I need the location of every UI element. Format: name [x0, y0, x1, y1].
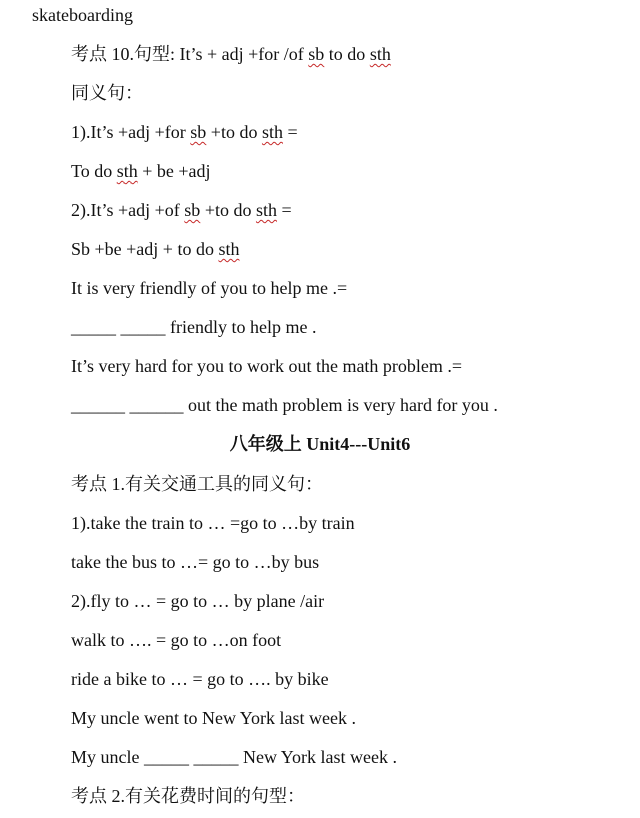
text-line-15: take the bus to …= go to …by bus: [71, 552, 320, 572]
text-line-10: It’s very hard for you to work out the math problem .=: [71, 356, 463, 376]
spellcheck-underlined-word: sb: [308, 44, 325, 64]
text-line-21: 考点 2.有关花费时间的句型：: [71, 786, 305, 806]
text-line-18: ride a bike to … = go to …. by bike: [71, 669, 329, 689]
text-line-5: To do sth + be +adj: [71, 161, 211, 181]
text-line-16: 2).fly to … = go to … by plane /air: [71, 591, 325, 611]
spellcheck-underlined-word: sb: [190, 122, 207, 142]
section-heading: 八年级上 Unit4---Unit6: [229, 434, 411, 454]
spellcheck-underlined-word: sth: [255, 200, 277, 220]
spellcheck-underlined-word: sb: [184, 200, 201, 220]
spellcheck-underlined-word: sth: [369, 44, 391, 64]
text-line-11: ______ ______ out the math problem is very hard for you .: [71, 395, 498, 415]
text-line-2: 考点 10.句型: It’s + adj +for /of sb to do sth: [71, 44, 391, 64]
text-line-7: Sb +be +adj + to do sth: [71, 239, 240, 259]
text-line-3: 同义句：: [71, 83, 143, 103]
spellcheck-underlined-word: sth: [116, 161, 138, 181]
text-line-13: 考点 1.有关交通工具的同义句：: [71, 474, 323, 494]
spellcheck-underlined-word: sth: [218, 239, 240, 259]
text-line-8: It is very friendly of you to help me .=: [71, 278, 348, 298]
text-line-20: My uncle _____ _____ New York last week .: [71, 747, 397, 767]
text-line-19: My uncle went to New York last week .: [71, 708, 356, 728]
text-line-1: skateboarding: [32, 5, 133, 25]
spellcheck-underlined-word: sth: [261, 122, 283, 142]
text-line-6: 2).It’s +adj +of sb +to do sth =: [71, 200, 292, 220]
text-line-4: 1).It’s +adj +for sb +to do sth =: [71, 122, 298, 142]
text-line-14: 1).take the train to … =go to …by train: [71, 513, 355, 533]
text-line-9: _____ _____ friendly to help me .: [71, 317, 317, 337]
text-line-17: walk to …. = go to …on foot: [71, 630, 282, 650]
